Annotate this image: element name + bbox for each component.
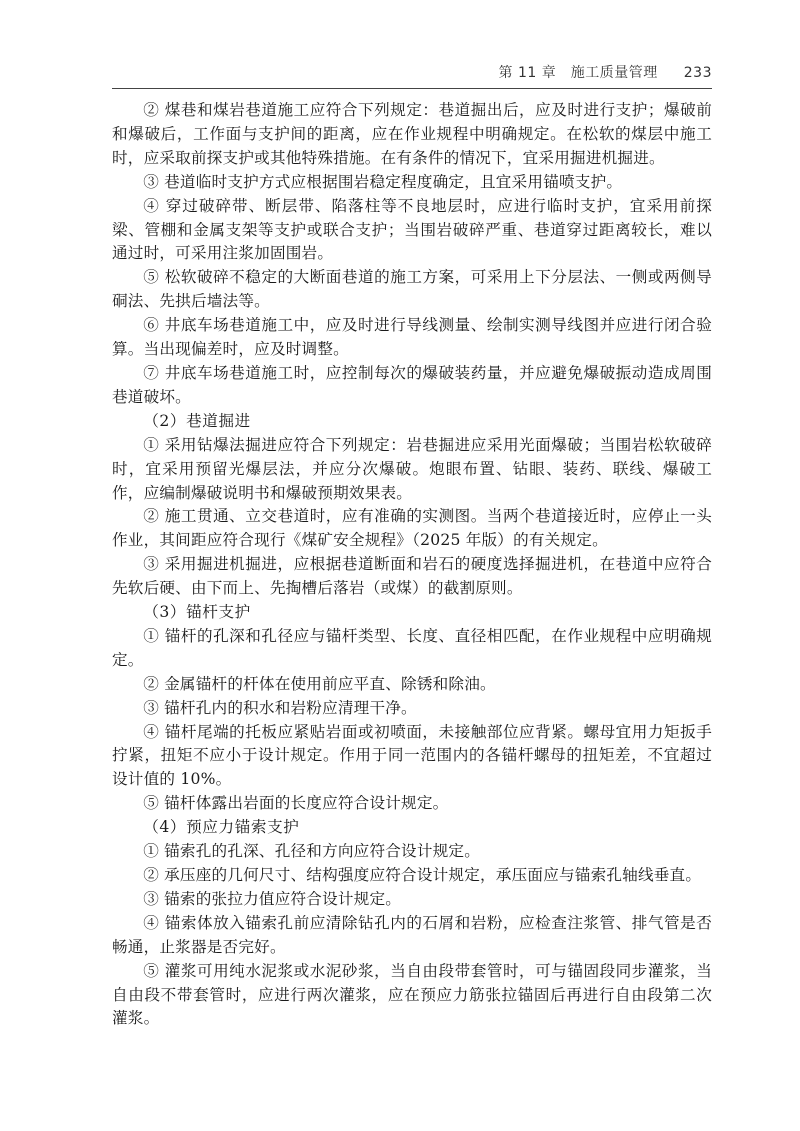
item-5-large-section: ⑤ 松软破碎不稳定的大断面巷道的施工方案，可采用上下分层法、一侧或两侧导硐法、先拱后墙法等。 (112, 268, 712, 311)
bolt-item-4: ④ 锚杆尾端的托板应紧贴岩面或初喷面，未接触部位应背紧。螺母宜用力矩扳手拧紧，扭矩不应小于设计规定。作用于同一范围内的各锚杆螺母的扭矩差，不宜超过设计值的 10%。 (112, 722, 712, 789)
excavation-item-2: ② 施工贯通、立交巷道时，应有准确的实测图。当两个巷道接近时，应停止一头作业，其间距应符合现行《煤矿安全规程》（2025 年版）的有关规定。 (112, 507, 712, 550)
cable-item-3: ③ 锚索的张拉力值应符合设计规定。 (143, 889, 402, 908)
cable-item-1: ① 锚索孔的孔深、孔径和方向应符合设计规定。 (143, 842, 481, 861)
header-rule (112, 88, 712, 89)
running-header (0, 62, 712, 88)
item-2-coal-roadway: ② 煤巷和煤岩巷道施工应符合下列规定：巷道掘出后，应及时进行支护；爆破前和爆破后，工作面与支护间的距离，应在作业规程中明确规定。在松软的煤层中施工时，应采取前探支护或其他特殊措施。在有条件的情况下，宜采用掘进机掘进。 (112, 101, 712, 167)
excavation-item-3: ③ 采用掘进机掘进，应根据巷道断面和岩石的硬度选择掘进机，在巷道中应符合先软后硬、由下而上、先掏槽后落岩（或煤）的截割原则。 (112, 555, 712, 598)
item-4-poor-strata: ④ 穿过破碎带、断层带、陷落柱等不良地层时，应进行临时支护，宜采用前探梁、管棚和金属支架等支护或联合支护；当围岩破碎严重、巷道穿过距离较长，难以通过时，可采用注浆加固围岩。 (112, 196, 712, 263)
excavation-item-1: ① 采用钻爆法掘进应符合下列规定：岩巷掘进应采用光面爆破；当围岩松软破碎时，宜采用预留光爆层法，并应分次爆破。炮眼布置、钻眼、装药、联线、爆破工作，应编制爆破说明书和爆破预期效果表。 (112, 435, 712, 502)
item-6-shaft-bottom-survey: ⑥ 井底车场巷道施工中，应及时进行导线测量、绘制实测导线图并应进行闭合验算。当出现偏差时，应及时调整。 (112, 316, 712, 359)
bolt-item-5: ⑤ 锚杆体露出岩面的长度应符合设计规定。 (143, 794, 449, 813)
section-heading-cable-support: （4）预应力锚索支护 (143, 818, 300, 837)
bolt-item-1: ① 锚杆的孔深和孔径应与锚杆类型、长度、直径相匹配，在作业规程中应明确规定。 (112, 626, 712, 669)
cable-item-2: ② 承压座的几何尺寸、结构强度应符合设计规定，承压面应与锚索孔轴线垂直。 (143, 866, 702, 884)
chapter-title: 第 11 章 施工质量管理 (498, 65, 658, 81)
cable-item-5: ⑤ 灌浆可用纯水泥浆或水泥砂浆，当自由段带套管时，可与锚固段同步灌浆，当自由段不带套管时，应进行两次灌浆，应在预应力筋张拉锚固后再进行自由段第二次灌浆。 (112, 961, 712, 1028)
section-heading-bolt-support: （3）锚杆支护 (143, 603, 251, 622)
cable-item-4: ④ 锚索体放入锚索孔前应清除钻孔内的石屑和岩粉，应检查注浆管、排气管是否畅通，止浆器是否完好。 (112, 913, 712, 956)
bolt-item-2: ② 金属锚杆的杆体在使用前应平直、除锈和除油。 (143, 674, 496, 693)
bolt-item-3: ③ 锚杆孔内的积水和岩粉应清理干净。 (143, 698, 417, 717)
item-7-shaft-bottom-blasting: ⑦ 井底车场巷道施工时，应控制每次的爆破装药量，并应避免爆破振动造成周围巷道破坏。 (112, 363, 712, 406)
item-3-temporary-support: ③ 巷道临时支护方式应根据围岩稳定程度确定，且宜采用锚喷支护。 (143, 172, 623, 191)
page-number: 233 (683, 65, 712, 81)
header-text (499, 62, 712, 82)
section-heading-roadway-excavation: （2）巷道掘进 (143, 411, 251, 430)
page-body (112, 99, 712, 1031)
